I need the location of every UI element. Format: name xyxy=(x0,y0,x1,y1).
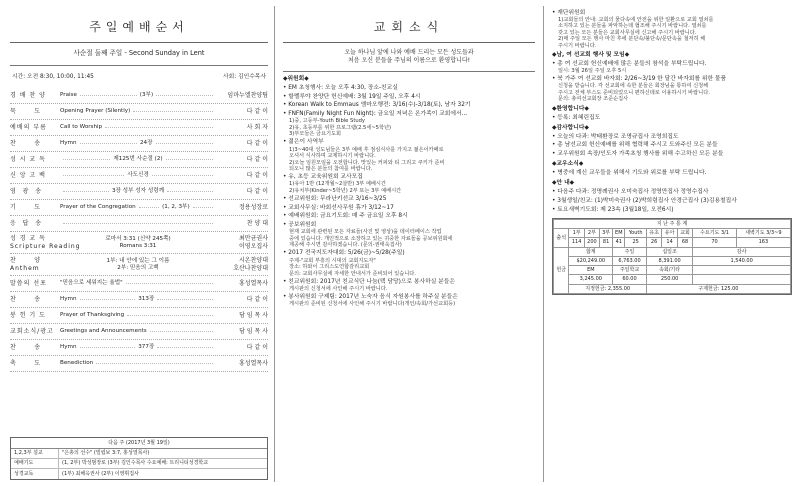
next-week-row xyxy=(11,449,267,459)
designated-offering: 지정헌금: 2,355.00 xyxy=(569,284,646,293)
section-member-news: ◆교우소식◆ xyxy=(552,161,584,168)
item-heading: • 2017 전국지도자대회: 5/26(금)~5/28(주일) xyxy=(283,250,405,257)
next-week-title: 다음 주 (2017년 3월 19일) xyxy=(11,438,267,449)
row-content-line: Romans 3:31 xyxy=(119,242,157,249)
item-heading: • 봉사위원회 구제팀: 2017년 노숙자 음식 자원봉사를 하주실 분들은 xyxy=(283,293,458,300)
item-heading: • Korean Walk to Emmaus 엠마오행전: 3/16(수)-3/18(토), 남자 32기 xyxy=(283,102,471,109)
news-item xyxy=(283,250,535,277)
item-heading: • 젊은이 사역부 xyxy=(283,139,324,146)
worship-row xyxy=(10,292,268,308)
offering-value: $20,249.00 xyxy=(569,256,613,265)
leader-dots xyxy=(193,207,213,208)
item-detail: 주시기 바랍니다. xyxy=(558,42,597,49)
worship-row xyxy=(10,200,268,216)
attendance-header: 유초 xyxy=(646,229,661,238)
next-week-value: (1부) 최해옥권사 (2부) 이영휘집사 xyxy=(62,470,139,477)
row-title: Benediction xyxy=(60,360,94,367)
row-label: 예배의 부름 xyxy=(10,124,47,132)
leader-dots xyxy=(156,143,213,144)
thanks-item xyxy=(552,151,792,158)
worship-row xyxy=(10,136,268,152)
column-divider xyxy=(274,6,275,482)
section-welcome: ◆환영합니다◆ xyxy=(552,105,589,112)
item-heading: • 총 여 선교회 헌신예배에 많은 분들의 참석을 부탁드립니다. xyxy=(552,60,707,67)
row-content-stack xyxy=(60,236,216,250)
item-detail: 문의: 총여선교회장 조준순집사 xyxy=(558,96,629,103)
attendance-header: 교회 xyxy=(677,229,692,238)
item-heading: • 병중에 계신 교우들을 위해서 기도와 위로를 부탁 드립니다. xyxy=(552,170,707,177)
attendance-value: 114 xyxy=(569,238,584,247)
news-continued-column xyxy=(552,8,792,295)
offering-value xyxy=(693,275,791,284)
item-heading: • 총 남선교회 헌신예배를 위해 협력해 주시고 도와주신 모든 분들 xyxy=(552,142,718,149)
attendance-value: 25 xyxy=(625,238,646,247)
row-content xyxy=(60,204,216,211)
section-info: ◆안 내◆ xyxy=(552,180,575,187)
offering-header: 합계 xyxy=(569,247,613,256)
row-leader-line: 호산나찬양대 xyxy=(233,264,268,272)
row-title: Hymn xyxy=(60,296,77,303)
news-item xyxy=(552,10,792,50)
item-detail: 장소: 하와이 그리스도연합감리교회 xyxy=(289,264,370,270)
item-heading: • 예배위원회: 금요기도회: 매 주 금요일 오후 8시 xyxy=(283,213,408,220)
row-title: Prayer of Thanksgiving xyxy=(60,312,125,319)
row-content xyxy=(60,124,216,131)
mission-item xyxy=(552,61,792,75)
worship-row xyxy=(10,232,268,254)
row-leader xyxy=(216,235,268,250)
row-detail: (1, 2, 3부) xyxy=(162,204,190,211)
row-label: 성 시 교 독 xyxy=(10,156,46,164)
worship-row xyxy=(10,152,268,168)
row-content xyxy=(60,344,216,351)
item-detail: 게시판의 신청서에 사인해 주시기 바랍니다. xyxy=(289,285,388,292)
row-content xyxy=(60,92,216,99)
item-detail: 2)매 주일 모든 행사 마친 후에 분단속/불단속/문단속을 철저히 해 xyxy=(558,36,706,43)
offering-label: 헌금 xyxy=(554,247,569,293)
item-detail: 일시: 3월 26일 주일 오후 5시 xyxy=(558,68,627,75)
worship-row xyxy=(10,216,268,232)
item-heading: • 3월생일/친교: (1)박미숙권사 (2)박희렴집사 안경근집사 (3)김용철집사 xyxy=(552,197,737,204)
item-detail: 1)교회들의 안내: 교회의 물다속에 안전을 위한 일환으로 교회 열쇠를 xyxy=(558,16,714,23)
row-label: 말씀의 선포 xyxy=(10,280,47,288)
worship-info xyxy=(10,72,268,88)
row-content xyxy=(60,156,216,163)
item-detail: 2)유, 초등부를 위한 프로그램(2.5세~5학년) xyxy=(289,124,392,131)
row-leader: 찬 양 대 xyxy=(246,220,268,228)
news-title: 교회소식 xyxy=(283,8,535,43)
attendance-value: 26 xyxy=(646,238,661,247)
worship-subtitle: 사순절 둘째 주일 - Second Sunday in Lent xyxy=(10,43,268,66)
next-week-label: 예배기도 xyxy=(11,459,59,468)
item-heading: • 토요새벽기도회: 제 23속 (3월18일, 오전6시) xyxy=(552,206,674,213)
mission-item xyxy=(552,76,792,103)
item-detail: 주제-"교회 부흥의 시대의 교회지도자" xyxy=(289,257,376,264)
row-title: Call to Worship xyxy=(60,124,103,131)
attendance-value: 70 xyxy=(693,238,736,247)
item-detail: 주시고 전체 부스도 준비되었으니 편하신데로 이용하시기 바랍니다. xyxy=(558,89,710,96)
leader-dots xyxy=(126,283,213,284)
row-content xyxy=(60,140,216,147)
row-content-line: 로마서 3:31 (신약 245쪽) xyxy=(105,235,171,242)
item-detail: 되오니 많은 분들의 참여를 바랍니다. xyxy=(289,166,373,173)
service-times: 시간: 오전 8:30, 10:00, 11:45 xyxy=(12,74,94,81)
news-item xyxy=(283,111,535,138)
worship-row xyxy=(10,104,268,120)
item-heading: • 등록: 최혜린집도 xyxy=(552,114,601,121)
officiant: 사회: 김인수목사 xyxy=(223,74,266,81)
item-heading: • EM 초청행사: 오늘 오후 4:30, 장소-친교실 xyxy=(283,84,398,91)
section-thanks: ◆감사합니다◆ xyxy=(552,124,589,131)
next-week-row xyxy=(11,459,267,469)
offering-value: 6,763.00 xyxy=(613,256,647,265)
worship-row xyxy=(10,356,268,372)
item-heading: • 북 가주 여 선교회 바자회: 2/26~3/19 한 달간 바자회를 위한 물품 xyxy=(552,76,727,83)
item-detail: 2)유치부(Kinder~5학년) 2부 또는 3부 예배시간 xyxy=(289,187,402,194)
news-item xyxy=(283,213,535,220)
leader-dots xyxy=(166,159,213,160)
news-item xyxy=(283,205,535,212)
leader-dots xyxy=(63,223,213,224)
row-content xyxy=(60,258,216,272)
attendance-header: 유아 xyxy=(662,229,677,238)
offering-row xyxy=(554,256,791,265)
attendance-value: 68 xyxy=(677,238,692,247)
next-week-label: 성경교독 xyxy=(11,469,59,479)
news-item xyxy=(283,102,535,109)
row-content-line: 2부: 믿음의 고백 xyxy=(117,264,159,271)
row-leader: 담 임 목 사 xyxy=(239,312,268,320)
item-detail: 현재 교회에 관련된 모든 자료들(사진 및 영상)을 데이터베이스 작업 xyxy=(289,229,442,236)
leader-dots xyxy=(167,191,213,192)
leader-dots xyxy=(152,175,213,176)
news-list xyxy=(283,85,535,308)
item-heading: • 교우위원회 속장/인도자 가족초청 행사를 위해 수고하신 모든 분들 xyxy=(552,151,724,158)
leader-dots xyxy=(63,175,124,176)
leader-dots xyxy=(157,347,213,348)
row-leader: 담 임 목 사 xyxy=(239,328,268,336)
item-detail: 오셔서 식사하며 교제하시기 바랍니다. xyxy=(289,153,376,160)
row-leader: 사 회 자 xyxy=(246,124,268,132)
row-content xyxy=(60,108,216,115)
thanks-item xyxy=(552,134,792,141)
row-detail: 3장 성부 성자 성령께 xyxy=(111,188,165,195)
attendance-header: 3부 xyxy=(600,229,613,238)
item-detail: 1)유아 1반 (12개월~2살반) 3부 예배시간 xyxy=(289,181,386,188)
next-week-row xyxy=(11,469,267,479)
row-label: 기 도 xyxy=(10,204,42,212)
worship-order-column xyxy=(10,8,268,480)
leader-dots xyxy=(63,191,109,192)
item-detail: 문의: 교회사무실에 자세한 안내서가 준비되어 있습니다. xyxy=(289,270,416,277)
church-news-column xyxy=(283,8,535,309)
worship-row xyxy=(10,184,268,200)
row-leader: 다 같 이 xyxy=(246,140,268,148)
attendance-header: EM xyxy=(613,229,625,238)
worship-row xyxy=(10,254,268,276)
leader-dots xyxy=(157,299,213,300)
thanks-item xyxy=(552,142,792,149)
leader-dots xyxy=(96,363,213,364)
offering-header xyxy=(693,266,791,275)
row-content xyxy=(60,280,216,287)
row-label xyxy=(10,257,60,272)
row-title: Prayer of the Congregation xyxy=(60,204,136,211)
item-heading: • 공보위원회 xyxy=(283,222,317,229)
row-label: 경 배 찬 양 xyxy=(10,92,46,100)
row-label: 찬 송 xyxy=(10,140,42,148)
item-heading: • 오늘의 다과: 박태환장로 조명규집사 조영희집도 xyxy=(552,133,679,140)
item-heading: • 친교위원회: 2017년 친교식단 나눔(텍 담당)으로 봉사하실 분들은 xyxy=(283,278,455,285)
greeting-line-1: 오늘 하나님 앞에 나와 예배 드리는 모든 성도들과 xyxy=(344,49,474,56)
offering-value: 8,391.00 xyxy=(646,256,692,265)
row-label-en: Anthem xyxy=(10,264,40,272)
leader-dots xyxy=(105,127,213,128)
news-item xyxy=(283,222,535,249)
row-content xyxy=(60,296,216,303)
attendance-label: 출석 xyxy=(554,229,569,248)
next-week-box xyxy=(10,437,268,480)
row-leader: 다 같 이 xyxy=(246,156,268,164)
worship-row xyxy=(10,120,268,136)
welcome-item xyxy=(552,115,792,122)
offering-row xyxy=(554,275,791,284)
row-title: Opening Prayer (Silently) xyxy=(60,108,131,115)
row-leader xyxy=(216,257,268,272)
news-item xyxy=(283,139,535,172)
row-leader: 다 같 이 xyxy=(246,108,268,116)
leader-dots xyxy=(80,143,137,144)
row-leader: 다 같 이 xyxy=(246,344,268,352)
row-leader: 다 같 이 xyxy=(246,172,268,180)
section-mission: ◆남, 여 선교회 행사 및 모임◆ xyxy=(552,52,630,59)
row-detail: 제125번 사순절 (2) xyxy=(113,156,163,163)
row-content xyxy=(60,360,216,367)
news-item xyxy=(283,196,535,203)
worship-order-list xyxy=(10,88,268,372)
worship-row xyxy=(10,324,268,340)
offering-header: EM xyxy=(569,266,613,275)
offering-row xyxy=(554,247,791,256)
worship-row xyxy=(10,88,268,104)
row-label: 봉 헌 기 도 xyxy=(10,312,46,320)
offering-value: 1,540.00 xyxy=(693,256,791,265)
offering-header: 속회/기타 xyxy=(646,266,692,275)
relief-offering: 구제헌금: 125.00 xyxy=(646,284,790,293)
item-detail: 소지하고 있는 분들을 파악하는데 협조해 주시기 바랍니다. 열쇠를 xyxy=(558,23,707,30)
leader-dots xyxy=(63,159,110,160)
row-label-en: Scripture Reading xyxy=(10,242,81,250)
item-heading: • 재단위원회 xyxy=(552,9,586,16)
attendance-value: 81 xyxy=(600,238,613,247)
offering-row xyxy=(554,266,791,275)
attendance-value: 14 xyxy=(662,238,677,247)
news-item xyxy=(283,85,535,92)
row-leader-line: 최만균권사 xyxy=(239,235,268,243)
leader-dots xyxy=(156,95,213,96)
attendance-header: Youth xyxy=(625,229,646,238)
attendance-header: 2부 xyxy=(584,229,599,238)
leader-dots xyxy=(150,331,213,332)
row-detail: 313장 xyxy=(138,296,155,303)
worship-row xyxy=(10,276,268,292)
offering-header: 주일 xyxy=(613,247,647,256)
row-content xyxy=(60,223,216,224)
section-committee: ◆위원회◆ xyxy=(283,76,309,83)
attendance-value: 200 xyxy=(584,238,599,247)
info-item xyxy=(552,207,792,214)
row-title: Hymn xyxy=(60,344,77,351)
row-content xyxy=(60,188,216,195)
row-title: Greetings and Announcements xyxy=(60,328,147,335)
info-item xyxy=(552,189,792,196)
item-heading: • 다음주 다과: 정명례권사 오미숙집사 정영만집사 정영수집사 xyxy=(552,189,709,196)
item-detail: 1)중, 고등부-Youth Bible Study xyxy=(289,118,366,125)
row-content-line: 1부: 내 안에 있는 그 이름 xyxy=(106,257,170,264)
item-heading: • 선교위원회: 무라난키선교 3/16~3/25 xyxy=(283,195,387,202)
leader-dots xyxy=(127,315,213,316)
row-leader: 다 같 이 xyxy=(246,188,268,196)
row-content xyxy=(60,328,216,335)
next-week-value: "은총의 선수" (빌립보 3:7, 홍성열목사) xyxy=(62,450,150,457)
next-week-value: (1, 2부) 박성범장로 (3부) 김인수목사 수요예배: 트리니티성경학교 xyxy=(62,460,209,467)
row-title: Hymn xyxy=(60,140,77,147)
news-item xyxy=(283,294,535,308)
row-content xyxy=(60,312,216,319)
item-detail: 2)오늘 임원모임을 오전합니다. 맛있는 커피와 티 그리고 쿠키가 준비 xyxy=(289,159,445,166)
offering-value: 60.00 xyxy=(613,275,647,284)
statistics-table xyxy=(552,218,792,295)
row-label: 영 광 송 xyxy=(10,188,43,196)
row-title: "믿음으로 세워지는 율법" xyxy=(60,280,123,287)
row-detail: 377장 xyxy=(138,344,155,351)
row-leader-line: 시온찬양대 xyxy=(239,257,268,265)
item-heading: • 유, 초등 교육위원회 교사모집 xyxy=(283,174,363,181)
row-leader: 정용성장로 xyxy=(239,204,268,212)
news-item xyxy=(283,174,535,194)
row-leader: 홍성열목사 xyxy=(239,280,268,288)
row-label: 신 앙 고 백 xyxy=(10,172,46,180)
news-item xyxy=(283,279,535,293)
row-content-stack xyxy=(60,258,216,272)
attendance-header: 수요기도 3/1 xyxy=(693,229,736,238)
row-content xyxy=(60,236,216,250)
attendance-header: 새벽기도 3/3~9 xyxy=(736,229,790,238)
item-detail: 신청을 받습니다. 각 선교회에 속한 분들은 회장님을 통하여 신청해 xyxy=(558,83,709,90)
row-title: Praise xyxy=(60,92,77,99)
prayer-item xyxy=(552,170,792,177)
row-label: 응 답 송 xyxy=(10,220,43,228)
worship-row xyxy=(10,168,268,184)
item-heading: • FNFN(Family Night Fun Night): 금요일 저녁은 온가족이 교회에서... xyxy=(283,111,468,118)
row-detail: 24장 xyxy=(140,140,153,147)
column-divider xyxy=(543,6,544,482)
item-detail: 갖고 있는 모든 분들은 교회사무실에 신고해 주시기 바랍니다. xyxy=(558,29,697,36)
attendance-value: 41 xyxy=(613,238,625,247)
attendance-value: 163 xyxy=(736,238,790,247)
row-label: 묵 도 xyxy=(10,108,42,116)
offering-foot-row xyxy=(554,284,791,293)
row-content xyxy=(60,172,216,179)
row-detail: 사도신경 xyxy=(127,172,149,179)
row-leader: 다 같 이 xyxy=(246,296,268,304)
row-leader: 홍성열목사 xyxy=(239,360,268,368)
row-label: 교회소식/광고 xyxy=(10,328,54,336)
stats-title: 지 난 주 통 계 xyxy=(554,219,791,228)
row-label-ko: 찬 양 xyxy=(10,257,42,265)
item-detail: 게시판의 준비된 신청서에 사인해 주시기 바랍니다(개인/속회/가선교회등) xyxy=(289,300,456,307)
next-week-label: 1,2,3부 설교 xyxy=(11,449,59,458)
leader-dots xyxy=(80,95,137,96)
info-item xyxy=(552,198,792,205)
item-detail: 중에 있습니다. 개인적으로 소장하고 있는 귀중한 자료들을 공보위원회에 xyxy=(289,235,453,242)
offering-header: 감사 xyxy=(693,247,791,256)
item-detail: 1)3~40대 성도님들은 3부 예배 후 점심식사를 가지고 젊은이카페로 xyxy=(289,146,444,153)
worship-title: 주일예배순서 xyxy=(10,8,268,43)
leader-dots xyxy=(80,347,136,348)
item-detail: 3)부모들은 금요기도회 xyxy=(289,131,342,138)
welcome-greeting xyxy=(283,43,535,72)
offering-value: 250.00 xyxy=(646,275,692,284)
offering-header: 주일학교 xyxy=(613,266,647,275)
leader-dots xyxy=(139,207,159,208)
row-label-ko: 성 경 교 독 xyxy=(10,235,46,243)
row-label: 찬 송 xyxy=(10,296,42,304)
row-detail: (3부) xyxy=(139,92,154,99)
row-leader: 임마누엘찬양팀 xyxy=(227,92,268,100)
item-detail: 제공해 주시면 감사하겠습니다. (문의-권태욱집사) xyxy=(289,242,402,249)
worship-row xyxy=(10,340,268,356)
attendance-header: 1부 xyxy=(569,229,584,238)
row-label: 찬 송 xyxy=(10,344,42,352)
offering-header: 십일조 xyxy=(646,247,692,256)
row-label xyxy=(10,235,81,250)
stats-title-row xyxy=(554,219,791,228)
attendance-header-row xyxy=(554,229,791,238)
greeting-line-2: 처음 오신 분들을 주님의 이름으로 환영합니다! xyxy=(347,57,471,65)
leader-dots xyxy=(80,299,136,300)
item-heading: • 할렐루야 찬양단 헌신예배: 3월 19일 주일, 오후 4시 xyxy=(283,93,421,100)
row-leader-line: 이영오집사 xyxy=(239,242,268,250)
news-item xyxy=(283,94,535,101)
row-label: 축 도 xyxy=(10,360,42,368)
attendance-values-row xyxy=(554,238,791,247)
item-heading: • 교회사무실: 바회선사무원 휴가 3/12~17 xyxy=(283,204,394,211)
leader-dots xyxy=(133,111,213,112)
worship-row xyxy=(10,308,268,324)
offering-value: 3,245.00 xyxy=(569,275,613,284)
